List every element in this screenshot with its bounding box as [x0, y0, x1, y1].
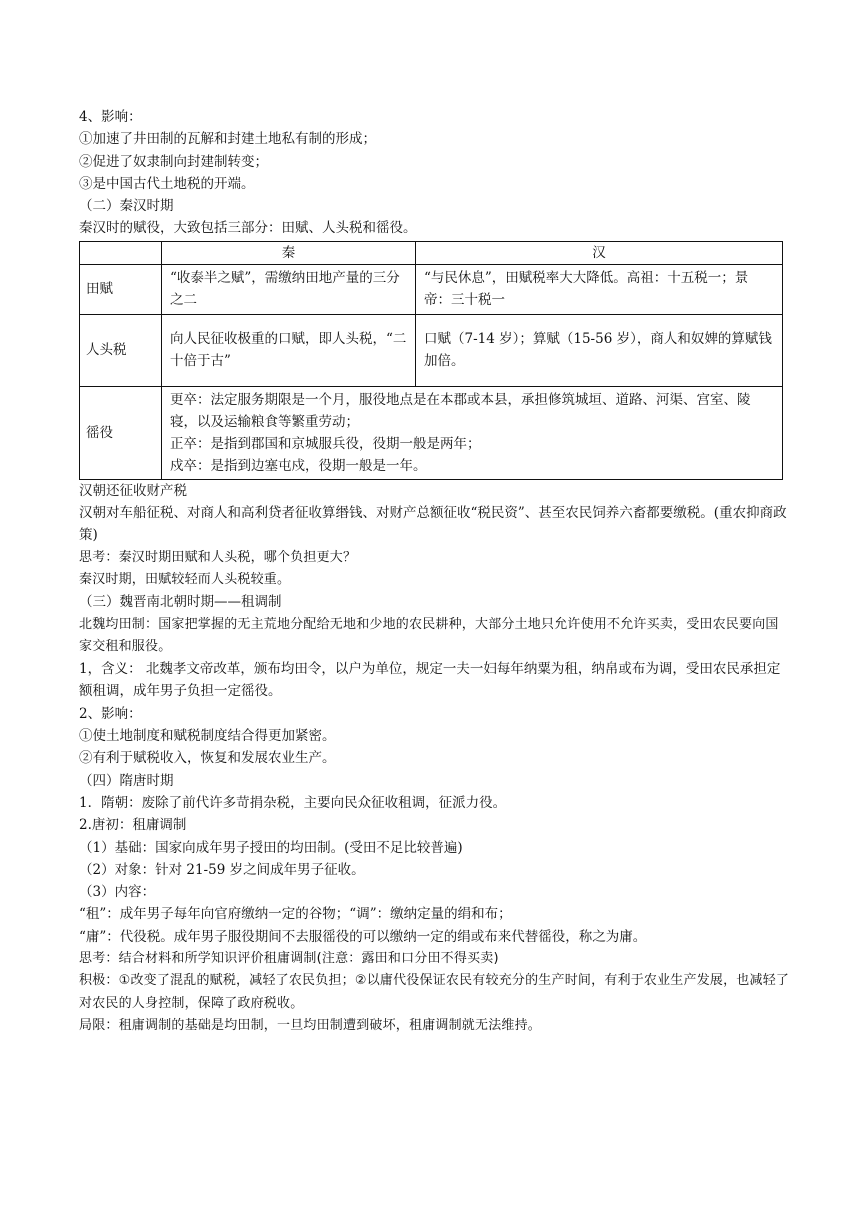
suitang-section-heading: （四）隋唐时期	[79, 772, 174, 789]
weijin-impact-heading: 2、影响：	[79, 705, 142, 722]
row-label-tianfu: 田赋	[80, 264, 162, 314]
qin-impact-item-1: ①加速了井田制的瓦解和封建土地私有制的形成；	[79, 131, 376, 148]
limitation-evaluation: 局限：租庸调制的基础是均田制，一旦均田制遭到破坏，租庸调制就无法维持。	[79, 1017, 542, 1033]
yaoyi-shuzu: 戍卒：是指到边塞屯戍，役期一般是一年。	[170, 457, 427, 474]
tang-item-3: （3）内容：	[79, 884, 156, 901]
cell-tianfu-qin: “收泰半之赋”，需缴纳田地产量的三分之二	[162, 264, 416, 314]
cell-rentou-qin: 向人民征收极重的口赋，即人头税，“二十倍于古”	[162, 314, 416, 386]
table-header-han: 汉	[416, 241, 783, 264]
think-question-2: 思考：结合材料和所学知识评价租庸调制(注意：露田和口分田不得买卖)	[79, 951, 499, 967]
weijin-impact-item-2: ②有利于赋税收入，恢复和发展农业生产。	[79, 750, 336, 767]
table-row-yaoyi	[80, 386, 783, 479]
yaoyi-zhengzu: 正卒：是指到郡国和京城服兵役，役期一般是两年；	[170, 435, 481, 452]
weijin-impact-item-1: ①使土地制度和赋税制度结合得更加紧密。	[79, 728, 336, 745]
table-header-qin: 秦	[162, 241, 416, 264]
qinhan-section-heading: （二）秦汉时期	[79, 198, 174, 215]
positive-evaluation: 积极：①改变了混乱的赋税，减轻了农民负担；②以庸代役保证农民有较充分的生产时间，有利于农业生产发展，也减轻了对农民的人身控制，保障了政府税收。	[79, 973, 790, 1011]
beiwei-juntian-text: 北魏均田制：国家把掌握的无主荒地分配给无地和少地的农民耕种，大部分土地只允许使用不允许买卖，受田农民要向国家交租和服役。	[79, 616, 779, 654]
weijin-meaning-text: 1，含义： 北魏孝文帝改革，颁布均田令，以户为单位，规定一夫一妇每年纳粟为租，纳帛或布为调，受田农民承担定额租调，成年男子负担一定徭役。	[79, 661, 781, 700]
table-row-tianfu	[80, 264, 783, 314]
row-label-yaoyi: 徭役	[80, 386, 162, 479]
table-header-row	[80, 241, 783, 264]
cell-tianfu-han: “与民休息”，田赋税率大大降低。高祖：十五税一；景帝：三十税一	[416, 264, 783, 314]
tang-zu-diao: “租”：成年男子每年向官府缴纳一定的谷物；“调”：缴纳定量的绢和布；	[79, 906, 512, 923]
tang-yong: “庸”：代役税。成年男子服役期间不去服徭役的可以缴纳一定的绢或布来代替徭役，称之为庸。	[79, 928, 647, 945]
document-page	[79, 106, 791, 1037]
table-corner-cell	[80, 241, 162, 264]
tang-item-1: （1）基础：国家向成年男子授田的均田制。(受田不足比较普遍)	[79, 839, 463, 856]
yaoyi-gengzu: 更卒：法定服务期限是一个月，服役地点是在本郡或本县，承担修筑城垣、道路、河渠、宫室、陵寝，以及运输粮食等繁重劳动；	[170, 391, 751, 430]
cell-rentou-han: 口赋（7-14 岁）；算赋（15-56 岁），商人和奴婢的算赋钱加倍。	[416, 314, 783, 386]
han-property-text: 汉朝对车船征税、对商人和高利贷者征收算缗钱、对财产总额征收“税民资”、甚至农民饲养六畜都要缴税。(重农抑商政策)	[79, 505, 787, 544]
table-row-rentou	[80, 314, 783, 386]
qin-impact-heading: 4、影响：	[79, 109, 142, 125]
tax-comparison-table	[79, 241, 783, 480]
think-question-1: 思考：秦汉时期田赋和人头税，哪个负担更大？	[79, 549, 357, 565]
qin-impact-item-3: ③是中国古代土地税的开端。	[79, 175, 255, 192]
sui-text: 1．隋朝：废除了前代许多苛捐杂税，主要向民众征收租调，征派力役。	[79, 794, 507, 811]
han-property-heading: 汉朝还征收财产税	[79, 482, 187, 499]
cell-yaoyi-content	[162, 386, 783, 479]
row-label-rentou: 人头税	[80, 314, 162, 386]
qin-impact-item-2: ②促进了奴隶制向封建制转变；	[79, 153, 268, 170]
tang-item-2: （2）对象：针对 21-59 岁之间成年男子征收。	[79, 861, 365, 878]
think-answer-1: 秦汉时期，田赋较轻而人头税较重。	[79, 571, 291, 587]
qinhan-intro: 秦汉时的赋役，大致包括三部分：田赋、人头税和徭役。	[79, 220, 417, 237]
tang-heading: 2.唐初：租庸调制	[79, 817, 187, 834]
weijin-section-heading: （三）魏晋南北朝时期——租调制	[79, 594, 282, 611]
